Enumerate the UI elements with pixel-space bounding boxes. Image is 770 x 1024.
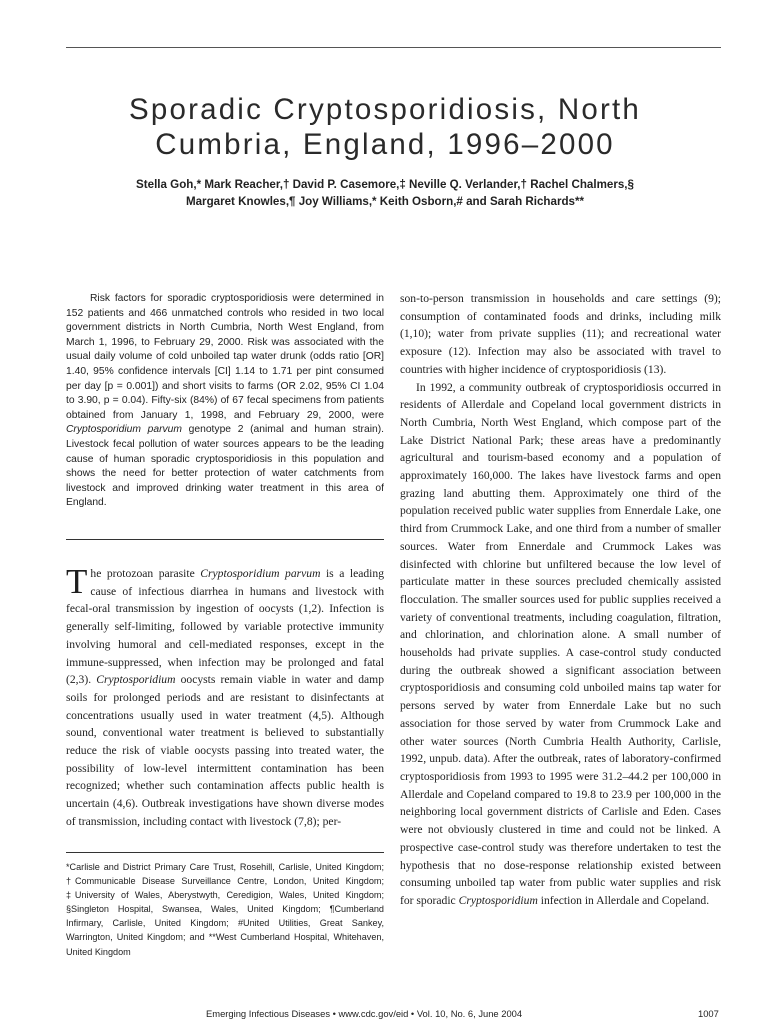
body-species-name: Cryptosporidium parvum: [200, 567, 321, 580]
abstract-species-name: Cryptosporidium parvum: [66, 424, 182, 436]
paragraph-1: son-to-person transmission in households and care settings (9); consumption of contaminated foods and drinks, including milk (1,10); water from private supplies (11); and recreational water exposure (12). Infection may also be associated with travel to countries with higher incidence of cryptosporidiosis (13).: [400, 292, 721, 376]
authors-line-1: Stella Goh,* Mark Reacher,† David P. Casemore,‡ Neville Q. Verlander,† Rachel Chalmers,§: [136, 178, 634, 191]
abstract-text-1: Risk factors for sporadic cryptosporidiosis were determined in 152 patients and 466 unmatched controls who resided in two local government districts in North Cumbria, North West England, from March 1, 1996, to February 29, 2000. Risk was associated with the usual daily volume of cold unboiled tap water drunk (odds ratio [OR] 1.40, 95% confidence intervals [CI] 1.14 to 1.71 per pint consumed per day [p = 0.001]) and short visits to farms (OR 2.02, 95% CI 1.04 to 3.90, p = 0.04). Fifty-six (84%) of 67 fecal specimens from patients obtained from January 1, 1998, and February 29, 2000, were: [66, 293, 384, 421]
author-list: [40, 176, 730, 210]
top-rule: [66, 47, 721, 48]
footnote-rule: [66, 852, 384, 853]
body-right-column: [400, 290, 721, 910]
page-number: 1007: [698, 1008, 719, 1019]
paragraph-2-genus-name: Cryptosporidium: [458, 893, 538, 907]
abstract-text-2: genotype 2 (animal and human strain). Livestock fecal pollution of water sources appears to be the leading cause of human sporadic cryptosporidiosis in this population and shows the need for better protection of water catchments from livestock and improved drinking water treatment in this area of England.: [66, 424, 385, 509]
title-line-2: Cumbria, England, 1996–2000: [155, 128, 615, 161]
body-genus-name: Cryptosporidium: [96, 673, 176, 687]
authors-line-2: Margaret Knowles,¶ Joy Williams,* Keith Osborn,# and Sarah Richards**: [185, 195, 585, 208]
body-text-2: is a leading cause of infectious diarrhea in humans and livestock with fecal-oral transmission by ingestion of oocysts (1,2). Infection is generally self-limiting, followed by variable protective immunity involving humoral and cell-mediated responses, except in the immune-suppressed, when infection may be prolonged and fatal (2,3).: [66, 567, 384, 687]
body-text-1: he protozoan parasite: [90, 567, 201, 580]
abstract-rule: [66, 539, 384, 540]
abstract: [66, 292, 384, 511]
paragraph-2-text: In 1992, a community outbreak of cryptosporidiosis occurred in residents of Allerdale and Copeland local government districts in North Cumbria, North West England, which compose part of the Lake District National Park; these areas have a predominantly agricultural and tourism-based economy and a population of approximately 160,000. The lakes have livestock farms and open grazing land abutting them. Approximately one third of the population received public water supplies from Ennerdale Lake, one third from Crummock Lake, and one third from a number of smaller sources. Water from Ennerdale and Crummock Lakes was disinfected with chlorine but unfiltered because the low level of particulate matter in these sources precluded chemically assisted flocculation. The smaller sources used for public supplies received a variety of conventional treatments, including coagulation, filtration, and chlorination, and chlorination alone. A small number of households had private supplies. A case-control study conducted during the outbreak showed a significant association between cryptosporidiosis and consuming cold unboiled mains tap water for persons served by water from Ennerdale Lake but no such association for those served by water from Crummock Lake and other water sources (North Cumbria Health Authority, Carlisle, 1992, unpub. data). After the outbreak, rates of laboratory-confirmed cryptosporidiosis from 1993 to 1995 were 31.2–44.2 per 100,000 in Allerdale and Copeland compared to 19.8 to 23.9 per 100,000 in the neighboring local government districts of Carlisle and Eden. Cases were not obviously clustered in time and could not be linked. A prospective case-control study was therefore undertaken to test the hypothesis that no dose-response relationship existed between consuming unboiled tap water from public water supplies and risk for sporadic: [400, 380, 721, 907]
affiliation-footnotes: *Carlisle and District Primary Care Trust, Rosehill, Carlisle, United Kingdom; †Communicable Disease Surveillance Centre, London, United Kingdom; ‡University of Wales, Aberystwyth, Ceredigion, Wales, United Kingdom; §Singleton Hospital, Swansea, Wales, United Kingdom; ¶Cumberland Infirmary, Carlisle, United Kingdom; #United Utilities, Great Sankey, Warrington, United Kingdom; and **West Cumberland Hospital, Whitehaven, United Kingdom: [66, 862, 384, 957]
paragraph-2-end: infection in Allerdale and Copeland.: [537, 893, 710, 907]
journal-footer: Emerging Infectious Diseases • www.cdc.gov/eid • Vol. 10, No. 6, June 2004: [206, 1008, 523, 1019]
body-text-3: oocysts remain viable in water and damp soils for prolonged periods and are resistant to disinfectants at concentrations usually used in water treatment (4,5). Although sound, conventional water treatment is believed to substantially reduce the risk of viable oocysts passing into treated water, the possibility of low-level intermittent contamination has been recognized; whether such contamination affects public health is uncertain (4,6). Outbreak investigations have shown diverse modes of transmission, including contact with livestock (7,8); per-: [66, 673, 384, 828]
title-line-1: Sporadic Cryptosporidiosis, North: [128, 93, 641, 126]
drop-cap: T: [66, 562, 88, 601]
paragraph-2: [400, 379, 721, 910]
body-left-column: [66, 562, 384, 831]
article-title: [40, 92, 730, 162]
